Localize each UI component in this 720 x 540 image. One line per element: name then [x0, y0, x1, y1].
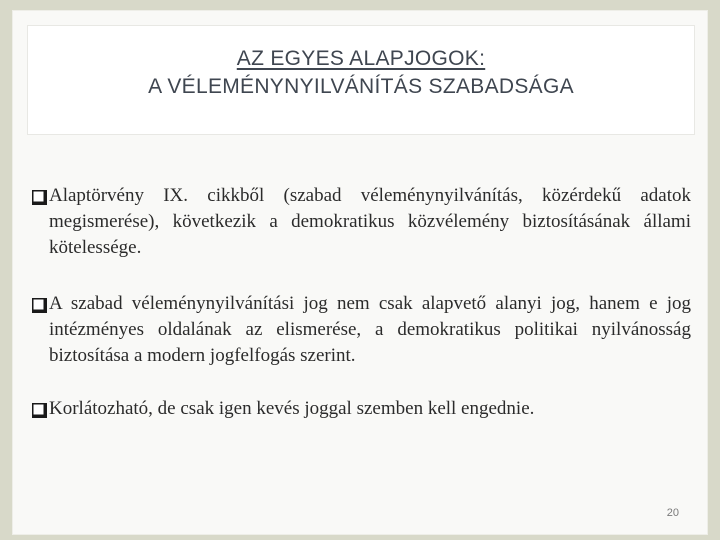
title-box — [27, 25, 695, 135]
page-number: 20 — [666, 507, 679, 519]
bullet-text-2: A szabad véleménynyilvánítási jog nem csak alapvető alanyi jog, hanem e jog intézményes oldalának az elismerése, a demokratikus politikai nyilvánosság biztosítása a modern jogfelfogás szerint. — [49, 293, 691, 366]
box-bullet-icon — [31, 189, 48, 206]
slide — [12, 10, 708, 535]
slide-title-line-2: A VÉLEMÉNYNYILVÁNÍTÁS SZABADSÁGA — [148, 75, 574, 98]
bullet-item-3 — [31, 396, 691, 422]
bullet-text-1: Alaptörvény IX. cikkből (szabad véleménynyilvánítás, közérdekű adatok megismerése), következik a demokratikus közvélemény biztosításának állami kötelessége. — [49, 185, 691, 258]
bullet-item-1 — [31, 183, 691, 261]
bullet-text-3: Korlátozható, de csak igen kevés joggal szemben kell engednie. — [49, 398, 535, 419]
slide-title-text-1: AZ EGYES ALAPJOGOK: — [236, 47, 486, 70]
slide-title-line-1 — [28, 47, 694, 71]
bullet-item-2 — [31, 291, 691, 369]
box-bullet-icon — [31, 297, 48, 314]
box-bullet-icon — [31, 402, 48, 419]
